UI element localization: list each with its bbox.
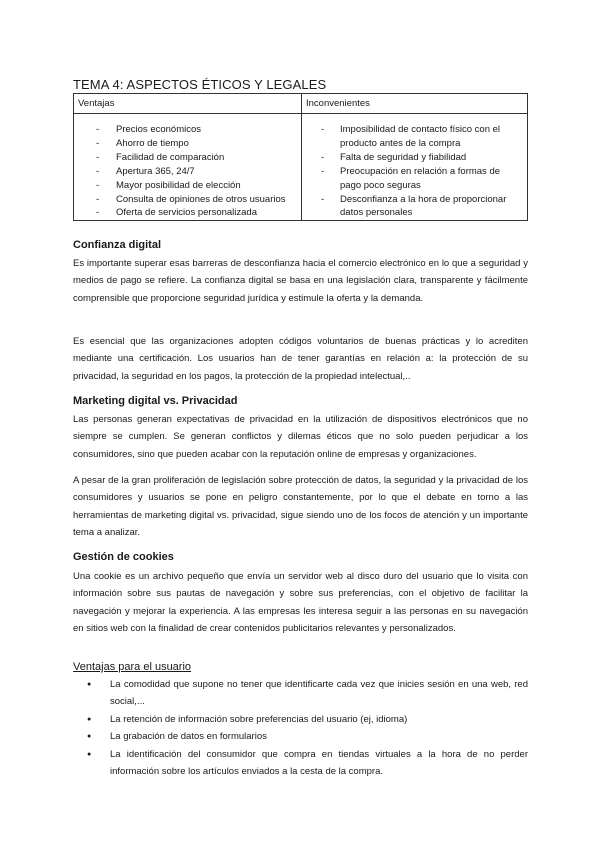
confianza-heading: Confianza digital bbox=[73, 239, 161, 251]
list-item: ● La retención de información sobre preferencias del usuario (ej, idioma) bbox=[73, 711, 528, 728]
list-item: - Oferta de servicios personalizada bbox=[78, 206, 297, 220]
table-header-row bbox=[74, 94, 528, 114]
cookies-heading: Gestión de cookies bbox=[73, 551, 174, 563]
ventajas-usuario-list bbox=[73, 676, 528, 780]
marketing-paragraph-2: A pesar de la gran proliferación de legislación sobre protección de datos, la seguridad y la privacidad de los consumidores y usuarios se pone en peligro constantemente, por lo que el debate en torno a las herramientas de marketing digital vs. privacidad, sigue siendo uno de los focos de atención y un importante tema a analizar. bbox=[73, 475, 528, 539]
list-item: - Preocupación en relación a formas de pago poco seguras bbox=[306, 165, 523, 193]
inconvenientes-list bbox=[306, 123, 523, 220]
list-item: - Ahorro de tiempo bbox=[78, 137, 297, 151]
list-item: ● La comodidad que supone no tener que identificarte cada vez que inicies sesión en una web, red social,... bbox=[73, 676, 528, 711]
list-item: - Facilidad de comparación bbox=[78, 151, 297, 165]
list-item: - Mayor posibilidad de elección bbox=[78, 179, 297, 193]
confianza-paragraph-2: Es esencial que las organizaciones adopten códigos voluntarios de buenas prácticas y lo acrediten mediante una certificación. Los usuarios han de tener garantías en relación a: la protección de su privacidad, la seguridad en los pagos, la protección de la propiedad intelectual,.. bbox=[73, 336, 528, 382]
marketing-heading: Marketing digital vs. Privacidad bbox=[73, 395, 238, 407]
pros-cons-table bbox=[73, 93, 528, 221]
list-item: - Imposibilidad de contacto físico con el producto antes de la compra bbox=[306, 123, 523, 151]
confianza-paragraph-1: Es importante superar esas barreras de desconfianza hacia el comercio electrónico en lo que a seguridad y medios de pago se refiere. La confianza digital se basa en una legislación clara, transparente y fácilmente comprensible que proporcione seguridad jurídica y estimule la oferta y la demanda. bbox=[73, 258, 528, 304]
list-item: - Desconfianza a la hora de proporcionar datos personales bbox=[306, 193, 523, 221]
table-header-inconvenientes: Inconvenientes bbox=[302, 94, 528, 114]
cookies-paragraph: Una cookie es un archivo pequeño que envía un servidor web al disco duro del usuario que lo visita con información sobre sus pautas de navegación y sobre sus preferencias, con el objetivo de facilitar la navegación y mejorar la experiencia. A las empresas les interesa seguir a las personas en su navegación en sitios web con la finalidad de crear contenidos publicitarios relevantes y personalizados. bbox=[73, 571, 528, 635]
table-header-ventajas: Ventajas bbox=[74, 94, 302, 114]
list-item: - Precios económicos bbox=[78, 123, 297, 137]
list-item: ● La identificación del consumidor que compra en tiendas virtuales a la hora de no perder información sobre los artículos enviados a la cesta de la compra. bbox=[73, 746, 528, 781]
list-item: - Falta de seguridad y fiabilidad bbox=[306, 151, 523, 165]
page-title: TEMA 4: ASPECTOS ÉTICOS Y LEGALES bbox=[73, 77, 327, 92]
list-item: - Apertura 365, 24/7 bbox=[78, 165, 297, 179]
ventajas-cell bbox=[74, 114, 302, 221]
inconvenientes-cell bbox=[302, 114, 528, 221]
ventajas-usuario-heading: Ventajas para el usuario bbox=[73, 661, 192, 673]
marketing-paragraph-1: Las personas generan expectativas de privacidad en la utilización de dispositivos electrónicos que no siempre se cumplen. Se generan conflictos y dilemas éticos que no solo pueden perjudicar a los consumidores, sino que pueden acabar con la reputación online de empresas y organizaciones. bbox=[73, 414, 528, 460]
list-item: - Consulta de opiniones de otros usuarios bbox=[78, 193, 297, 207]
table-body-row bbox=[74, 114, 528, 221]
list-item: ● La grabación de datos en formularios bbox=[73, 728, 528, 745]
ventajas-list bbox=[78, 123, 297, 220]
